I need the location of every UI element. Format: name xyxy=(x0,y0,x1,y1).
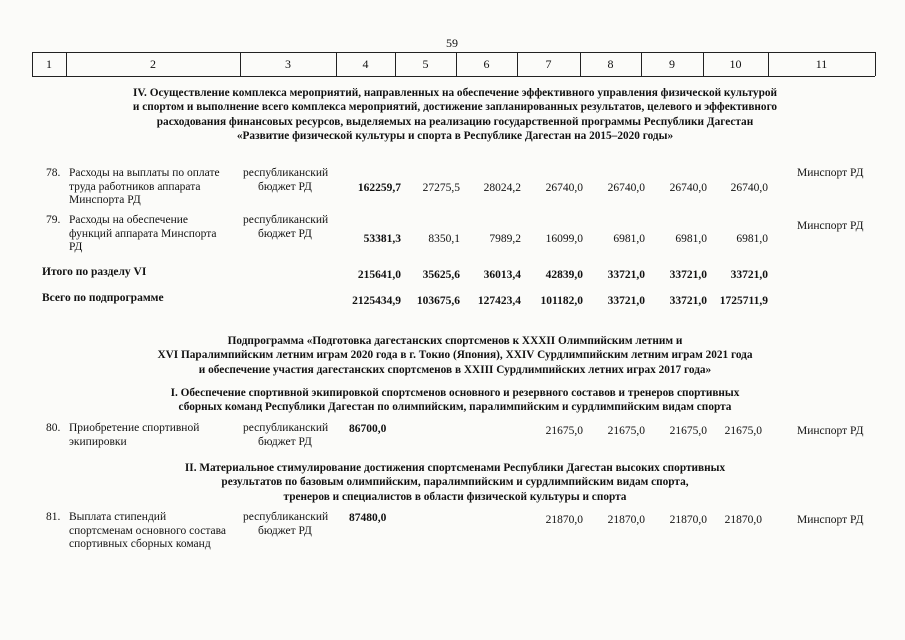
section-heading-line: расходования финансовых ресурсов, выделяемых на реализацию государственной программы Республики Дагестан xyxy=(156,115,754,128)
row-name-line: спортсменам основного состава xyxy=(69,524,227,537)
amount-year: 26740,0 xyxy=(730,182,768,194)
amount-year: 26740,0 xyxy=(607,182,645,194)
row-name-line: Минспорта РД xyxy=(69,194,141,206)
amount-year: 36013,4 xyxy=(483,269,521,281)
header-col-11: 11 xyxy=(815,57,828,71)
amount-year: 33721,0 xyxy=(669,269,707,281)
amount-year: 21870,0 xyxy=(545,514,583,526)
amount-year: 16099,0 xyxy=(545,233,583,245)
amount-year: 26740,0 xyxy=(669,182,707,194)
row-number: 81. xyxy=(46,511,61,523)
funding-source xyxy=(243,214,328,241)
row-name xyxy=(69,167,220,208)
amount-year: 21870,0 xyxy=(724,514,762,526)
amount-year: 101182,0 xyxy=(540,295,583,307)
amount-total: 215641,0 xyxy=(357,269,401,281)
funding-source-line: республиканский xyxy=(243,422,329,434)
amount-year: 8350,1 xyxy=(428,233,460,245)
amount-total: 53381,3 xyxy=(363,233,401,245)
funding-source-line: бюджет РД xyxy=(258,435,312,448)
row-name-line: труда работников аппарата xyxy=(69,180,201,193)
funding-source xyxy=(243,167,328,194)
header-col-2: 2 xyxy=(150,57,156,71)
amount-year: 26740,0 xyxy=(545,182,583,194)
amount-year: 21675,0 xyxy=(545,425,583,437)
amount-year: 27275,5 xyxy=(422,182,460,194)
header-col-4: 4 xyxy=(362,57,369,71)
section-heading-line: и обеспечение участия дагестанских спортсменов в XXIII Сурдлимпийских летних играх 2017 года» xyxy=(198,363,712,376)
section-heading-line: «Развитие физической культуры и спорта в Республике Дагестан на 2015–2020 годы» xyxy=(236,129,674,142)
amount-year: 103675,6 xyxy=(416,295,460,307)
amount-year: 33721,0 xyxy=(669,295,707,307)
executor: Минспорт РД xyxy=(797,167,864,179)
amount-year: 33721,0 xyxy=(607,269,645,281)
amount-year: 21870,0 xyxy=(669,514,707,526)
header-col-7: 7 xyxy=(545,57,552,71)
row-name-line: экипировки xyxy=(69,435,127,448)
amount-year: 21675,0 xyxy=(724,425,762,437)
section-heading-line: II. Материальное стимулирование достижения спортсменами Республики Дагестан высоких спортивных xyxy=(184,462,726,474)
amount-year: 6981,0 xyxy=(613,233,645,245)
amount-year: 33721,0 xyxy=(730,269,768,281)
row-number: 80. xyxy=(46,422,61,434)
amount-year: 127423,4 xyxy=(477,295,521,307)
funding-source-line: бюджет РД xyxy=(258,180,312,193)
header-col-5: 5 xyxy=(422,57,429,71)
row-name xyxy=(69,511,226,552)
funding-source-line: республиканский xyxy=(243,511,329,523)
section-heading-line: тренеров и специалистов в области физической культуры и спорта xyxy=(283,490,627,503)
amount-year: 33721,0 xyxy=(607,295,645,307)
funding-source-line: бюджет РД xyxy=(258,227,312,240)
page-number: 59 xyxy=(446,36,458,50)
funding-source-line: бюджет РД xyxy=(258,524,312,537)
amount-year: 42839,0 xyxy=(545,269,583,281)
header-col-6: 6 xyxy=(483,57,490,71)
amount-year: 6981,0 xyxy=(736,233,768,245)
amount-year: 6981,0 xyxy=(675,233,707,245)
amount-year: 35625,6 xyxy=(422,269,460,281)
header-col-1: 1 xyxy=(46,57,52,71)
section-ii-heading xyxy=(110,461,800,504)
header-col-3: 3 xyxy=(285,57,291,71)
executor: Минспорт РД xyxy=(797,220,864,232)
executor: Минспорт РД xyxy=(797,514,864,526)
section-heading-line: Подпрограмма «Подготовка дагестанских спортсменов к XXXII Олимпийским летним и xyxy=(227,335,683,347)
total-label: Всего по подпрограмме xyxy=(42,292,164,304)
row-number: 79. xyxy=(46,214,61,226)
row-name-line: Расходы на обеспечение xyxy=(69,214,188,226)
amount-total: 87480,0 xyxy=(349,512,387,524)
row-name xyxy=(69,214,216,255)
total-label: Итого по разделу VI xyxy=(42,266,147,278)
funding-source xyxy=(243,422,328,449)
row-name xyxy=(69,422,199,449)
header-col-8: 8 xyxy=(607,57,614,71)
section-heading-line: сборных команд Республики Дагестан по олимпийским, паралимпийским и сурдлимпийским видам спорта xyxy=(178,401,732,414)
amount-year: 28024,2 xyxy=(483,182,521,194)
header-col-9: 9 xyxy=(669,57,675,71)
funding-source-line: республиканский xyxy=(243,214,329,226)
funding-source xyxy=(243,511,328,538)
header-bottom-border xyxy=(32,76,875,77)
amount-year: 21675,0 xyxy=(669,425,707,437)
section-heading-line: IV. Осуществление комплекса мероприятий, направленных на обеспечение эффективного управления физической культурой xyxy=(132,87,778,99)
amount-year: 7989,2 xyxy=(489,233,521,245)
header-divider xyxy=(875,52,876,76)
section-heading-line: и спортом и выполнение всего комплекса мероприятий, достижение запланированных результатов, целевого и эффективного xyxy=(132,101,778,114)
subprogram-heading xyxy=(110,334,800,377)
row-name-line: Расходы на выплаты по оплате xyxy=(69,167,220,179)
amount-year: 21675,0 xyxy=(607,425,645,437)
section-heading-line: результатов по базовым олимпийским, паралимпийским и сурдлимпийским видам спорта, xyxy=(221,476,689,489)
row-name-line: Выплата стипендий xyxy=(69,511,167,523)
row-name-line: спортивных сборных команд xyxy=(69,538,211,550)
row-name-line: РД xyxy=(69,241,83,253)
amount-total: 162259,7 xyxy=(357,182,401,194)
row-name-line: функций аппарата Минспорта xyxy=(69,227,217,240)
amount-year: 1725711,9 xyxy=(719,295,768,307)
funding-source-line: республиканский xyxy=(243,167,329,179)
amount-total: 86700,0 xyxy=(349,423,387,435)
section-i-heading xyxy=(110,386,800,415)
header-col-10: 10 xyxy=(729,57,742,71)
section-heading-line: XVI Паралимпийским летним играм 2020 года в г. Токио (Япония), XXIV Сурдлимпийским летним играм 2021 года xyxy=(157,349,753,362)
amount-year: 21870,0 xyxy=(607,514,645,526)
section-heading-line: I. Обеспечение спортивной экипировкой спортсменов основного и резервного составов и тренеров спортивных xyxy=(170,387,740,399)
row-name-line: Приобретение спортивной xyxy=(69,422,200,434)
executor: Минспорт РД xyxy=(797,425,864,437)
section-iv-heading xyxy=(110,86,800,143)
amount-total: 2125434,9 xyxy=(352,295,401,307)
row-number: 78. xyxy=(46,167,61,179)
